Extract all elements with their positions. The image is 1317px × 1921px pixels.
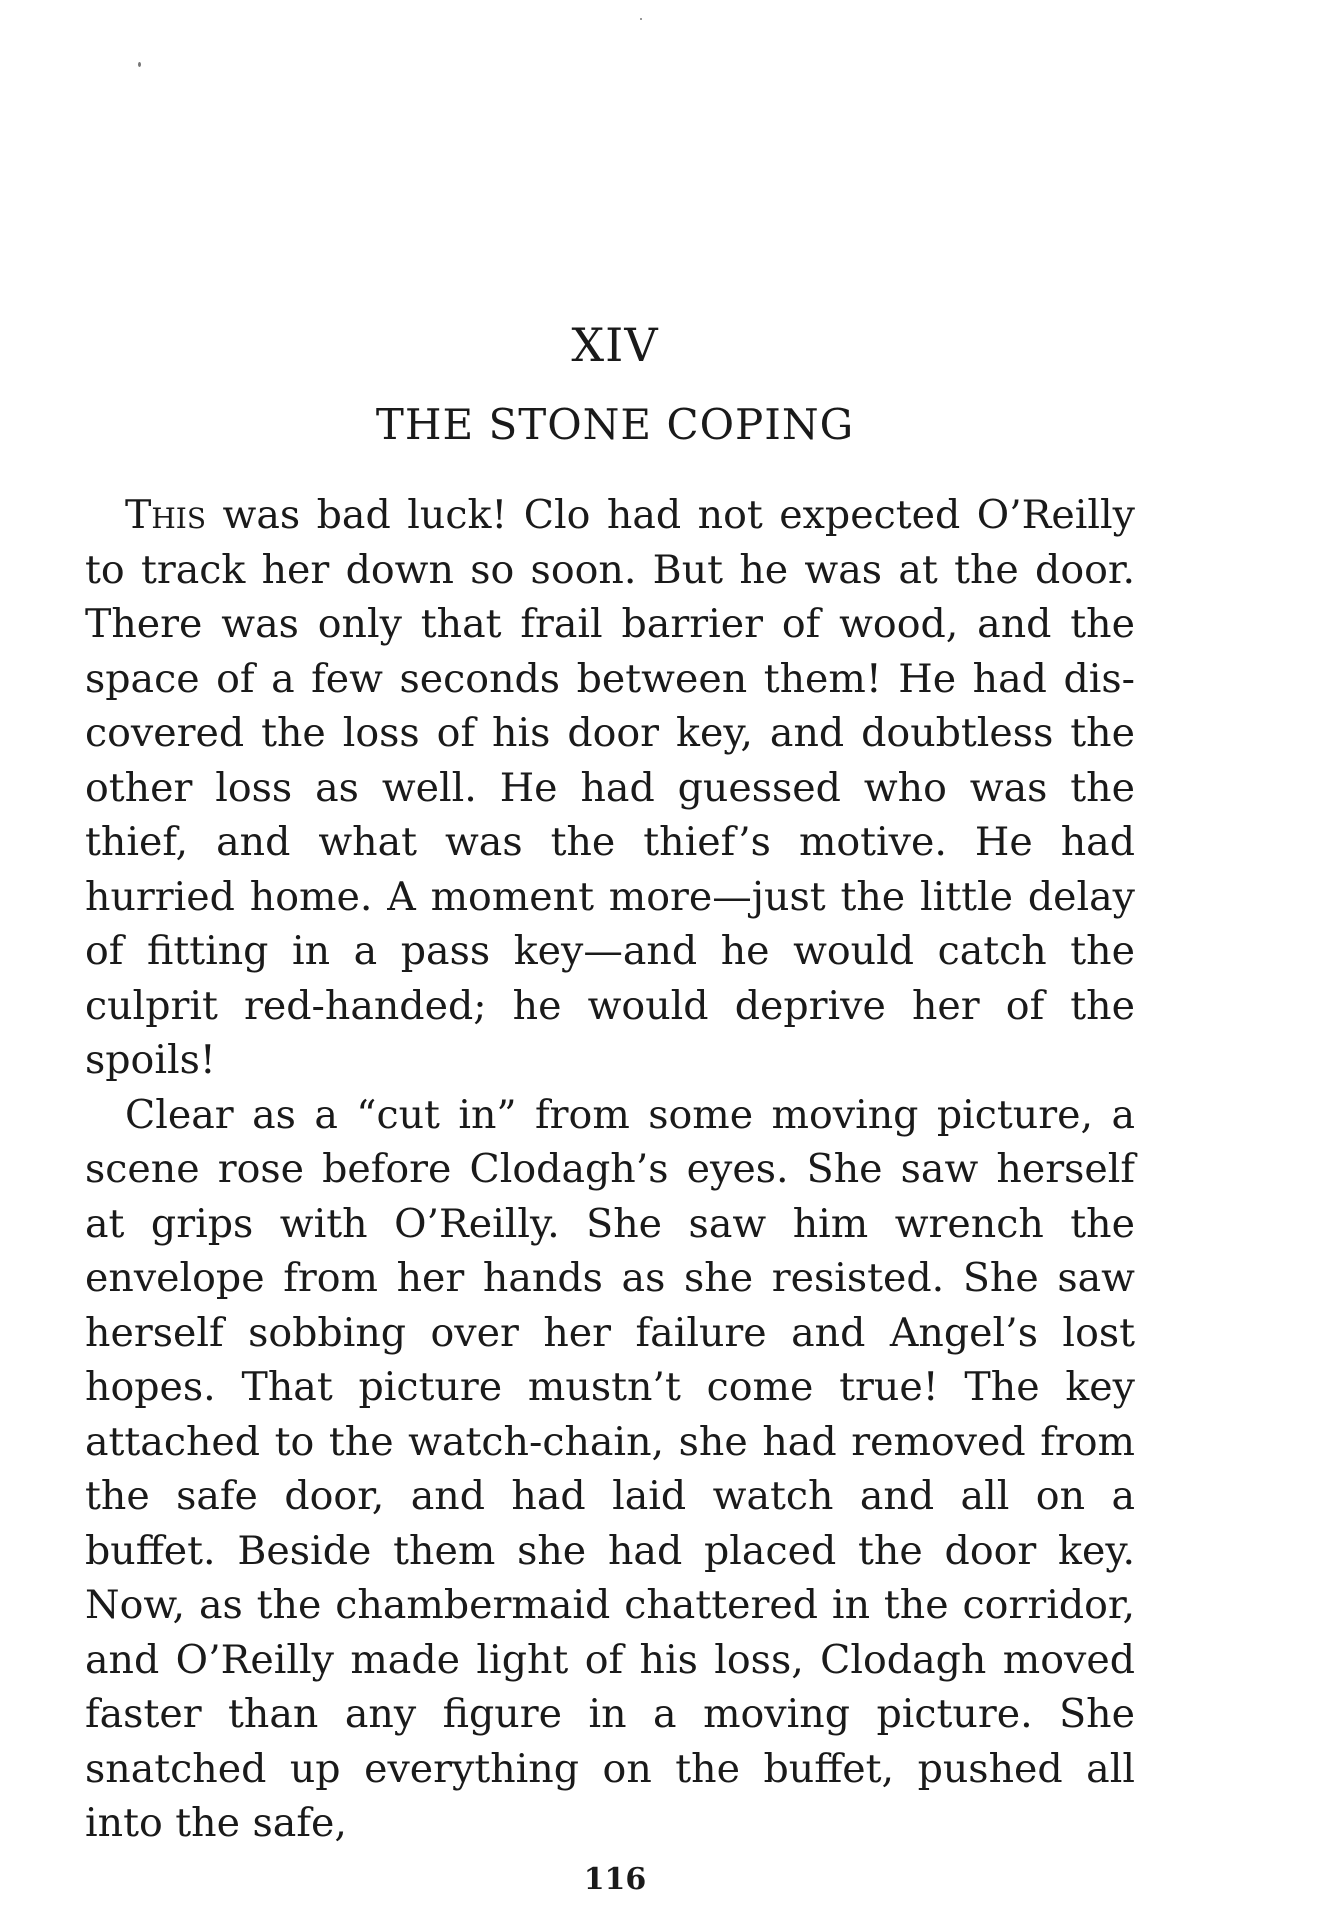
scan-speck <box>640 18 642 20</box>
body-text <box>85 488 1135 1851</box>
paragraph-text: was bad luck! Clo had not expected O’Reilly to track her down so soon. But he was at the door. There was only that frail barrier of wood, and the space of a few seconds between them! He had dis-covered the loss of his door key, and doubtless the other loss as well. He had guessed who was the thief, and what was the thief’s motive. He had hurried home. A moment more—just the little delay of fitting in a pass key—and he would catch the culprit red-handed; he would deprive her of the spoils! <box>85 492 1135 1083</box>
chapter-title: THE STONE COPING <box>375 400 855 449</box>
scan-speck <box>138 62 141 67</box>
paragraph <box>85 488 1135 1088</box>
page-number: 116 <box>583 1862 647 1897</box>
paragraph-lead-word: This <box>125 492 207 538</box>
paragraph <box>85 1088 1135 1851</box>
chapter-number: XIV <box>571 318 659 372</box>
paragraph-text: Clear as a “cut in” from some moving picture, a scene rose before Clodagh’s eyes. She saw herself at grips with O’Reilly. She saw him wrench the envelope from her hands as she resisted. She saw herself sobbing over her failure and Angel’s lost hopes. That picture mustn’t come true! The key attached to the watch-chain, she had removed from the safe door, and had laid watch and all on a buffet. Beside them she had placed the door key. Now, as the chambermaid chattered in the corridor, and O’Reilly made light of his loss, Clodagh moved faster than any figure in a moving picture. She snatched up everything on the buffet, pushed all into the safe, <box>85 1091 1135 1846</box>
